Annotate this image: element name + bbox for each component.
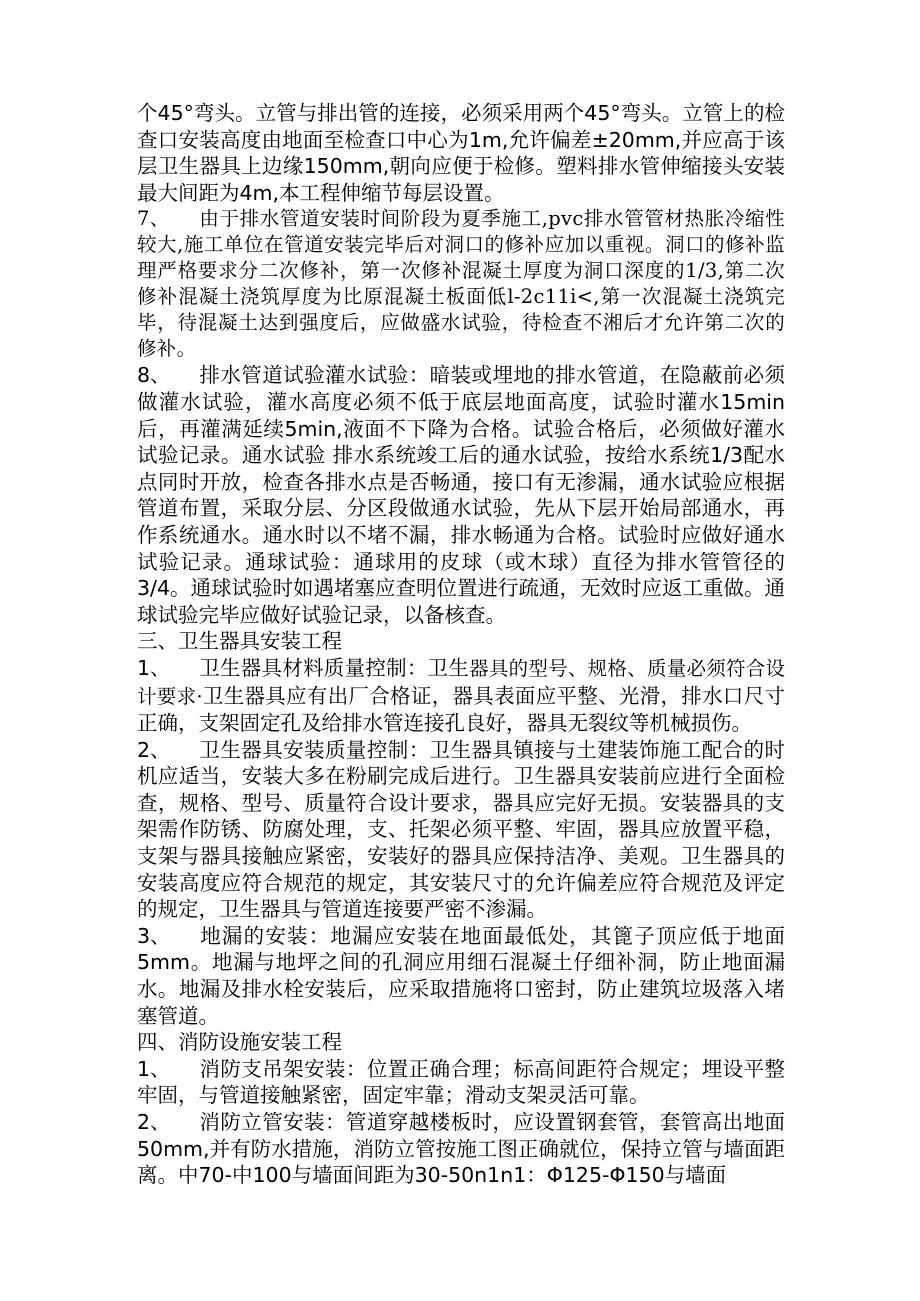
paragraph-floor-drain-3	[137, 923, 785, 1029]
heading-text: 四、消防设施安装工程	[137, 1030, 342, 1055]
paragraph-sanitary-2	[137, 737, 785, 923]
item-number: 2、	[137, 737, 171, 762]
item-number: 1、	[137, 655, 171, 680]
paragraph-text: 个45°弯头。立管与排出管的连接，必须采用两个45°弯头。立管上的检查口安装高度由地面至检查口中心为1m,允许偏差±20mm,并应高于该层卫生器具上边缘150mm,朝向应便于检修。塑料排水管伸缩接头安装最大间距为4m,本工程伸缩节每层设置。	[137, 101, 785, 205]
section-heading-3	[137, 628, 785, 655]
paragraph-text: 排水管道试验灌水试验：暗装或埋地的排水管道，在隐蔽前必须做灌水试验，灌水高度必须不低于底层地面高度，试验时灌水15min后，再灌满延续5min,液面不下降为合格。试验合格后，必须做好灌水试验记录。通水试验 排水系统竣工后的通水试验，按给水系统1/3配水点同时开放，检查各排水点是否畅通，接口有无渗漏，通水试验应根据管道布置，采取分层、分区段做通水试验，先从下层开始局部通水，再作系统通水。通水时以不堵不漏，排水畅通为合格。试验时应做好通水试验记录。通球试验：通球用的皮球（或木球）直径为排水管管径的3/4。通球试验时如遇堵塞应查明位置进行疏通，无效时应返工重做。通球试验完毕应做好试验记录，以备核查。	[137, 363, 785, 627]
paragraph-text: 消防支吊架安装：位置正确合理；标高间距符合规定；埋设平整牢固，与管道接触紧密，固定牢靠；滑动支架灵活可靠。	[137, 1056, 785, 1108]
paragraph-text: 消防立管安装：管道穿越楼板时，应设置钢套管，套管高出地面50mm,并有防水措施，消防立管按施工图正确就位，保持立管与墙面距离。中70-中100与墙面间距为30-50n1n1：Φ125-Φ150与墙面	[137, 1110, 785, 1188]
item-number: 2、	[137, 1110, 171, 1134]
paragraph-text: 由于排水管道安装时间阶段为夏季施工,pvc排水管管材热胀冷缩性较大,施工单位在管道安装完毕后对洞口的修补应加以重视。洞口的修补监理严格要求分二次修补，第一次修补混凝土厚度为洞口深度的1/3,第二次修补混凝土浇筑厚度为比原混凝土板面低l-2c11i<,第一次混凝土浇筑完毕，待混凝土达到强度后，应做盛水试验，待检查不湘后才允许第二次的修补。	[137, 207, 785, 361]
paragraph-text-a: 卫生器具材料质量控制：卫生	[199, 655, 470, 680]
heading-text: 三、卫生器具安装工程	[137, 629, 342, 654]
paragraph-text-c: 卫生器具应有出厂合格证，器具表面应平整、光滑，排水口尺寸正确，支架固定孔及给排水管连接孔良好，器具无裂纹等机械损伤。	[137, 683, 786, 736]
paragraph-8	[137, 362, 785, 628]
paragraph-7	[137, 206, 785, 362]
item-number: 3、	[137, 923, 171, 948]
paragraph-text: 地漏的安装：地漏应安装在地面最低处，其篦子顶应低于地面5mm。地漏与地坪之间的孔洞应用细石混凝土仔细补洞，防止地面漏水。地漏及排水栓安装后，应采取措施将口密封，防止建筑垃圾落入堵塞管道。	[137, 923, 785, 1028]
paragraph-fire-1	[137, 1056, 785, 1109]
paragraph-sanitary-1	[137, 655, 785, 737]
paragraph-elbow-continuation	[137, 100, 785, 206]
paragraph-text-b: 器具的型号、规格、质量必须符合设计要求·	[137, 656, 785, 708]
item-number: 8、	[137, 363, 171, 388]
document-page	[137, 100, 785, 1189]
paragraph-text: 卫生器具安装质量控制：卫生器具镇接与土建装饰施工配合的时机应适当，安装大多在粉刷完成后进行。卫生器具安装前应进行全面检查，规格、型号、质量符合设计要求，器具应完好无损。安装器具的支架需作防锈、防腐处理，支、托架必须平整、牢固，器具应放置平稳，支架与器具接触应紧密，安装好的器具应保持洁净、美观。卫生器具的安装高度应符合规范的规定，其安装尺寸的允许偏差应符合规范及评定的规定，卫生器具与管道连接要严密不渗漏。	[137, 737, 785, 922]
paragraph-fire-2	[137, 1109, 785, 1189]
item-number: 1、	[137, 1056, 171, 1081]
section-heading-4	[137, 1029, 785, 1056]
item-number: 7、	[137, 207, 170, 231]
